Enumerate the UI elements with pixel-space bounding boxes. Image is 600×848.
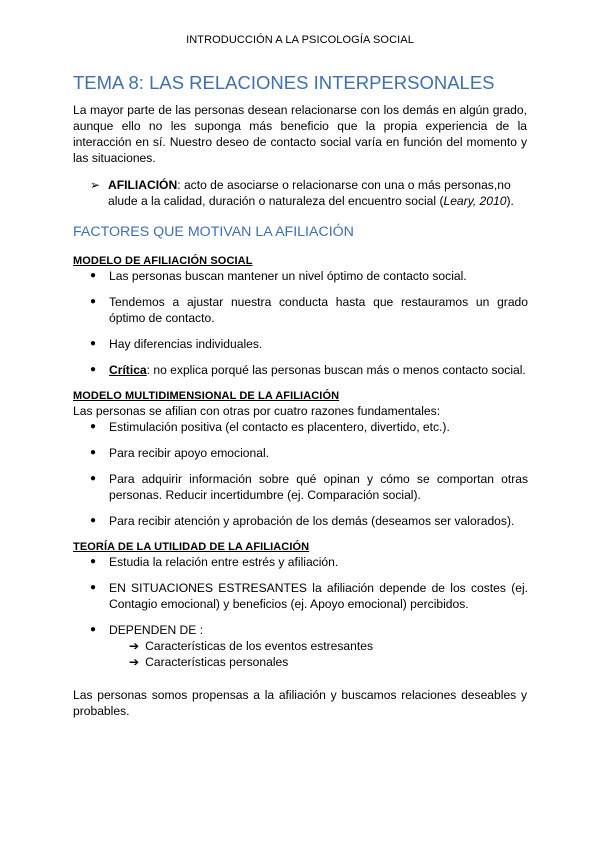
sub-list-item: ➔ Características de los eventos estresantes — [129, 639, 374, 653]
arrow-right-icon: ➔ — [129, 655, 140, 669]
subheading-modelo-multidimensional: MODELO MULTIDIMENSIONAL DE LA AFILIACIÓN — [73, 390, 340, 402]
critique-label: Crítica — [109, 363, 147, 377]
bullet-icon: ● — [90, 473, 97, 484]
bullet-icon: ● — [90, 364, 97, 375]
bullet-icon: ● — [90, 338, 97, 349]
page-title: TEMA 8: LAS RELACIONES INTERPERSONALES — [73, 72, 495, 93]
sub-list-item: ➔ Características personales — [129, 655, 289, 669]
bullet-icon: ● — [90, 421, 97, 432]
bullet-icon: ● — [90, 515, 97, 526]
bullet-icon: ● — [90, 624, 97, 635]
citation: Leary, 2010 — [443, 194, 507, 208]
list-item-critica: ● Crítica: no explica porqué las personas buscan más o menos contacto social. — [90, 363, 526, 377]
arrow-right-icon: ➔ — [129, 639, 140, 653]
list-item: ● Para adquirir información sobre qué opinan y cómo se comportan otras personas. Reducir incertidumbre (ej. Comparación social). — [90, 472, 528, 502]
bullet-icon: ● — [90, 270, 97, 281]
list-item: ● Tendemos a ajustar nuestra conducta hasta que restauramos un grado óptimo de contacto. — [90, 295, 528, 325]
intro-paragraph: La mayor parte de las personas desean relacionarse con los demás en algún grado, aunque ello no les suponga más beneficio que la propia experiencia de la interacción en sí. Nuestro deseo de contacto social varía en función del momento y las situaciones. — [73, 103, 527, 165]
bullet-icon: ● — [90, 556, 97, 567]
subheading-teoria-utilidad: TEORÍA DE LA UTILIDAD DE LA AFILIACIÓN — [73, 541, 310, 553]
section-title: FACTORES QUE MOTIVAN LA AFILIACIÓN — [73, 224, 354, 240]
closing-paragraph: Las personas somos propensas a la afiliación y buscamos relaciones deseables y probables. — [73, 688, 527, 718]
arrow-bullet-icon: ➢ — [90, 178, 101, 192]
definition-afiliacion: ➢ AFILIACIÓN: acto de asociarse o relacionarse con una o más personas,no alude a la calidad, duración o naturaleza del encuentro social (Leary, 2010). — [90, 178, 514, 208]
definition-term: AFILIACIÓN — [108, 178, 178, 192]
definition-text: acto de asociarse o relacionarse con una o más personas,no alude a la calidad, duración o naturaleza del encuentro social ( — [108, 178, 511, 208]
list-item: ● Para recibir apoyo emocional. — [90, 446, 269, 460]
multi-intro: Las personas se afilian con otras por cuatro razones fundamentales: — [73, 404, 441, 418]
subheading-modelo-social: MODELO DE AFILIACIÓN SOCIAL — [73, 255, 253, 267]
list-item: ● Estudia la relación entre estrés y afiliación. — [90, 555, 339, 569]
list-item: ● DEPENDEN DE : — [90, 623, 204, 637]
list-item: ● Las personas buscan mantener un nivel óptimo de contacto social. — [90, 269, 467, 283]
bullet-icon: ● — [90, 447, 97, 458]
list-item: ● Para recibir atención y aprobación de los demás (deseamos ser valorados). — [90, 514, 515, 528]
bullet-icon: ● — [90, 296, 97, 307]
bullet-icon: ● — [90, 582, 97, 593]
list-item: ● Hay diferencias individuales. — [90, 337, 263, 351]
running-header: INTRODUCCIÓN A LA PSICOLOGÍA SOCIAL — [186, 34, 414, 46]
list-item: ● EN SITUACIONES ESTRESANTES la afiliación depende de los costes (ej. Contagio emocional) y beneficios (ej. Apoyo emocional) percibidos. — [90, 581, 528, 611]
list-item: ● Estimulación positiva (el contacto es placentero, divertido, etc.). — [90, 420, 450, 434]
